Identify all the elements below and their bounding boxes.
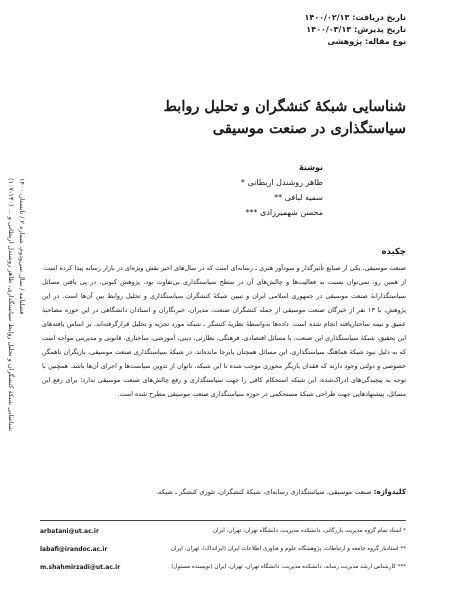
article-meta: [305, 12, 406, 48]
footnote: [40, 528, 406, 538]
footnote-text: * استاد تمام گروه مدیریت بازرگانی، دانشکده مدیریت، دانشگاه تهران، تهران، ایران: [212, 528, 406, 534]
article-title: شناسایی شبکهٔ کنشگران و تحلیل روابط سیاستگذاری در صنعت موسیقی: [163, 98, 406, 137]
footnote-text: ** استادیار گروه جامعه و ارتباطات، پژوهشگاه علوم و فناوری اطلاعات ایران (ایرانداک)، تهران، ایران: [170, 546, 406, 552]
footnote-email[interactable]: arbatani@ut.ac.ir: [40, 528, 99, 535]
keywords-text: صنعت موسیقی، سیاستگذاری رسانه‌ای، شبکهٔ کنشگران، تئوری کنشگر ـ شبکه.: [156, 488, 372, 496]
author-name: طاهر روشندل اربطانی *: [240, 178, 323, 187]
footnote-email[interactable]: m.shahmirzadi@ut.ac.ir: [40, 564, 121, 571]
author-name: محسن شهمیرزادی ***: [245, 208, 323, 217]
footnote-divider: [40, 520, 406, 521]
accepted-date: تاریخ پذیرش: ۱۴۰۰/۰۳/۱۳: [306, 25, 406, 34]
author-name: سمیه لبافی **: [274, 193, 323, 202]
journal-sidebar: [4, 178, 30, 448]
received-date: تاریخ دریافت: ۱۴۰۰/۰۲/۱۳: [304, 13, 406, 22]
footnote: [40, 546, 406, 556]
journal-line: فصلنامه / سال سی‌ودوم، شماره ۲ / تابستان ۱۴۰۰: [18, 178, 26, 315]
footnote-text: *** کارشناس ارشد مدیریت رسانه، دانشکده مدیریت، دانشگاه تهران، تهران، ایران (نویسنده مسئول): [171, 564, 406, 570]
keywords-section: [42, 487, 406, 496]
author-block: [241, 160, 323, 220]
abstract-heading: چکیده: [381, 247, 406, 257]
abstract-text: صنعت موسیقی، یکی از صنایع تأثیرگذار و سودآور هنری ـ رسانه‌ای است که در سال‌های اخیر نقش ویژه‌ای در بازار رسانه پیدا کرده است. از همین رو، نمی‌توان نسبت به فعالیت‌ها و چالش‌های آن در سطح سیاستگذاری بی‌تفاوت بود. پژوهش کنونی، در پی یافتن مسائل سیاستگذارانهٔ صنعت موسیقی در جمهوری اسلامی ایران و تبیین شبکهٔ کنشگران سیاستگذاری و تحلیل روابط بین آن‌ها است. در این پژوهش، با ۱۳ نفر از خبرگان صنعت موسیقی از جمله کنشگران صنعت، مدیران، خبرنگاران و استادان دانشگاهی در این حوزه مصاحبهٔ عمیق و نیمه ساختاریافته انجام شده است. داده‌ها به‌واسطهٔ نظریهٔ کنشگر ـ شبکه مورد تجزیه و تحلیل قرارگرفته‌اند. بر اساس یافته‌های این تحقیق، شبکهٔ سیاستگذاری این صنعت، با مسائل اقتصادی، فرهنگی، نظارتی، دینی، آموزشی، ساختاری، قانونی و مدیریتی مواجه است که به دلیل نبود شبکهٔ هماهنگ سیاستگذاری، این مسائل همچنان پابرجا مانده‌اند. در شبکهٔ سیاستگذاری صنعت موسیقی، بازیگران ناهمگن خصوصی و دولتی وجود دارند که فقدان بازیگر محوری موجب شده تا این شبکه، ناتوان از تدوین سیاست‌ها و اجرای آن‌ها باشد. همچنین با توجه به پیچیدگی‌های ادراک‌شده، این شبکه استحکام کافی را جهت سیاستگذاری و رفع چالش‌های صنعت موسیقی ندارد؛ برای رفع این مسائل، پیشنهادهایی جهت طراحی شبکهٔ مستحکمی در حوزه سیاستگذاری صنعت موسیقی مطرح شده است.: [42, 264, 406, 398]
article-type: نوع مقاله: پژوهشی: [327, 37, 406, 46]
keywords-label: کلیدواژه:: [373, 487, 406, 496]
abstract-section: [42, 245, 406, 401]
footnote: [40, 564, 406, 574]
authors-heading: نوشتهٔ: [298, 163, 323, 172]
citation-line: شناسایی شبکهٔ کنشگران و تحلیل روابط سیاستگذاری، طاهر روشندل اربطانی و ... (۱۳۰-۱۰۷): [7, 178, 15, 432]
footnote-email[interactable]: labafi@irandoc.ac.ir: [40, 546, 108, 553]
